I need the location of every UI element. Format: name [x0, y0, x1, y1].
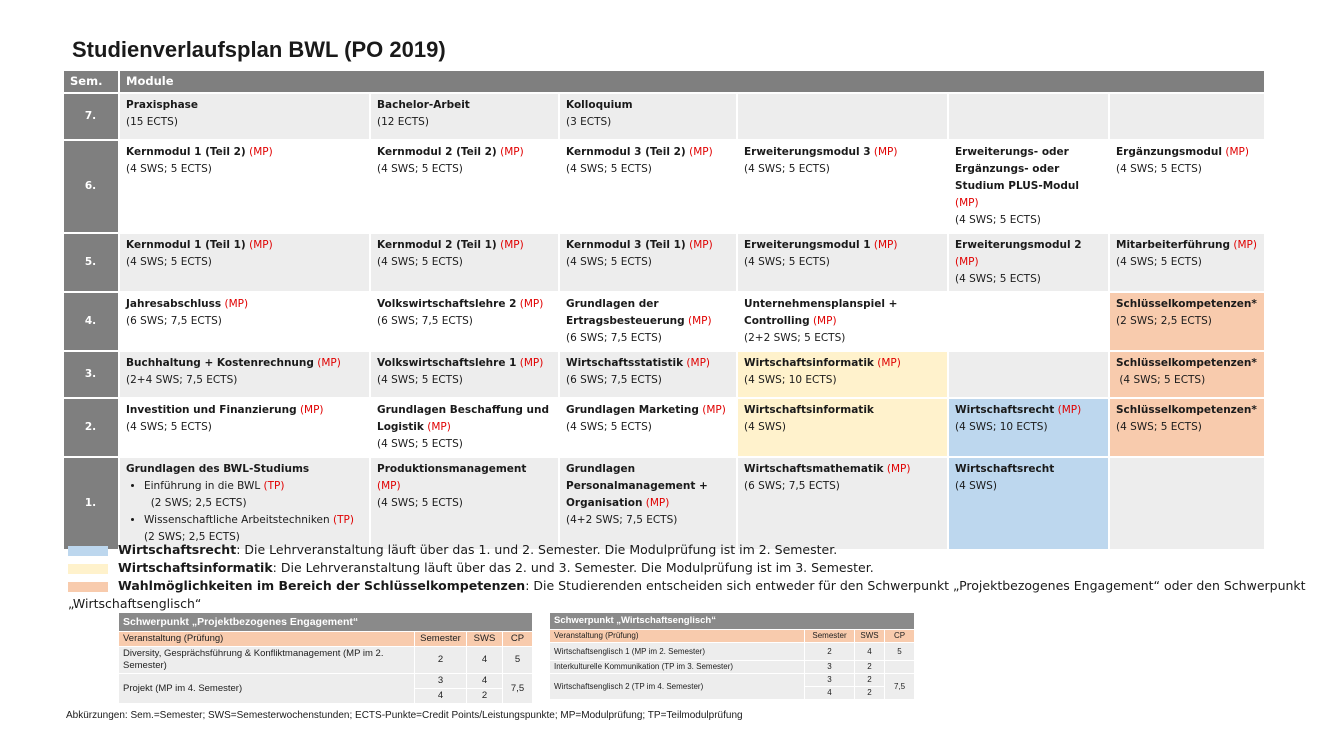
course-name: Diversity, Gesprächsführung & Konfliktmanagement (MP im 2. Semester): [119, 647, 415, 674]
module-detail: (12 ECTS): [377, 116, 429, 128]
module-detail: (4 SWS; 5 ECTS): [1116, 374, 1206, 386]
module-name: Grundlagen Marketing: [566, 404, 699, 416]
module-cell: [559, 93, 737, 140]
module-name: Kernmodul 3 (Teil 2): [566, 146, 686, 158]
module-name: Kernmodul 2 (Teil 2): [377, 146, 497, 158]
module-name: Mitarbeiterführung: [1116, 239, 1231, 251]
sws-cell: 2: [467, 689, 503, 704]
module-name: Produktionsmanagement: [377, 463, 527, 475]
semester-cell: 3: [415, 674, 467, 689]
submodule-list: [126, 478, 362, 546]
semester-row-7: [63, 93, 1265, 140]
module-cell: [1109, 351, 1265, 398]
semester-row-6: [63, 140, 1265, 233]
cp-cell: [885, 661, 915, 674]
exam-tag: (TP): [263, 480, 285, 492]
module-detail: (4 SWS; 5 ECTS): [955, 214, 1041, 226]
module-cell: [1109, 292, 1265, 351]
exam-tag: (MP): [427, 421, 451, 433]
semester-label: 4.: [63, 292, 119, 351]
module-name: Erweiterungsmodul 3: [744, 146, 871, 158]
cp-cell: 5: [885, 643, 915, 661]
exam-tag: (MP): [500, 239, 524, 251]
module-detail: (4 SWS; 5 ECTS): [744, 256, 830, 268]
course-name: Wirtschaftsenglisch 1 (MP im 2. Semester): [550, 643, 805, 661]
module-name: Wirtschaftsrecht: [955, 404, 1055, 416]
page-title: Studienverlaufsplan BWL (PO 2019): [72, 37, 446, 62]
module-detail: (2+4 SWS; 7,5 ECTS): [126, 374, 238, 386]
module-cell: [119, 398, 370, 457]
cp-cell: 7,5: [885, 674, 915, 700]
module-cell: [119, 233, 370, 292]
module-detail: (4 SWS; 5 ECTS): [377, 374, 463, 386]
module-cell: [370, 457, 559, 550]
exam-tag: (MP): [689, 239, 713, 251]
module-detail: (4 SWS; 10 ECTS): [744, 374, 837, 386]
module-detail: (3 ECTS): [566, 116, 612, 128]
module-name: Volkswirtschaftslehre 1: [377, 357, 517, 369]
module-cell: [370, 398, 559, 457]
focus-title-row: [550, 613, 915, 630]
submodule-name: Einführung in die BWL: [144, 480, 261, 492]
module-detail: (4 SWS; 5 ECTS): [1116, 256, 1202, 268]
sws-cell: 4: [467, 647, 503, 674]
exam-tag: (MP): [702, 404, 726, 416]
exam-tag: (MP): [249, 239, 273, 251]
semester-row-2: [63, 398, 1265, 457]
module-name: Wirtschaftsmathematik: [744, 463, 884, 475]
module-name: Erweiterungs- oder Ergänzungs- oder Studium PLUS-Modul: [955, 146, 1079, 192]
module-name: Schlüsselkompetenzen*: [1116, 357, 1257, 369]
legend-swatch: [68, 564, 108, 574]
module-cell: [737, 351, 948, 398]
sws-cell: 2: [855, 674, 885, 687]
module-detail: (4 SWS; 10 ECTS): [955, 421, 1048, 433]
semester-label: 5.: [63, 233, 119, 292]
exam-tag: (MP): [1057, 404, 1082, 416]
module-detail: (4 SWS; 5 ECTS): [566, 256, 652, 268]
legend-swatch: [68, 582, 108, 592]
module-detail: (15 ECTS): [126, 116, 178, 128]
empty-cell: [948, 292, 1109, 351]
module-name: Ergänzungsmodul: [1116, 146, 1222, 158]
exam-tag: (MP): [812, 315, 837, 327]
module-cell: [119, 140, 370, 233]
module-name: Kernmodul 2 (Teil 1): [377, 239, 497, 251]
module-detail: (4 SWS; 5 ECTS): [377, 497, 463, 509]
module-cell: [119, 457, 370, 550]
module-name: Praxisphase: [126, 99, 199, 111]
module-cell: [737, 398, 948, 457]
semester-cell: 3: [805, 674, 855, 687]
module-header: Module: [119, 70, 1265, 93]
module-cell: [370, 292, 559, 351]
semester-cell: 4: [805, 687, 855, 700]
table-row: [550, 674, 915, 687]
exam-tag: (MP): [500, 146, 524, 158]
module-detail: (4 SWS; 5 ECTS): [955, 273, 1041, 285]
empty-cell: [737, 93, 948, 140]
sws-cell: 4: [467, 674, 503, 689]
module-cell: [948, 233, 1109, 292]
table-row: [119, 647, 533, 674]
exam-tag: (MP): [377, 480, 401, 492]
module-detail: (4 SWS; 5 ECTS): [744, 163, 830, 175]
focus-table-englisch: [549, 612, 915, 700]
empty-cell: [948, 93, 1109, 140]
module-name: Jahresabschluss: [126, 298, 222, 310]
table-header-row: [63, 70, 1265, 93]
exam-tag: (MP): [886, 463, 911, 475]
focus-table-engagement: [118, 612, 533, 704]
module-cell: [119, 292, 370, 351]
module-cell: [1109, 140, 1265, 233]
study-plan-table: [62, 69, 1266, 551]
module-cell: [737, 140, 948, 233]
semester-label: 6.: [63, 140, 119, 233]
module-name: Erweiterungsmodul 2: [955, 239, 1082, 251]
exam-tag: (MP): [224, 298, 249, 310]
module-cell: [1109, 233, 1265, 292]
semester-cell: 3: [805, 661, 855, 674]
exam-tag: (MP): [299, 404, 324, 416]
cp-cell: 5: [503, 647, 533, 674]
legend-swatch: [68, 546, 108, 556]
module-detail: (4 SWS; 5 ECTS): [377, 438, 463, 450]
focus-title: Schwerpunkt „Wirtschaftsenglisch“: [550, 613, 915, 630]
semester-cell: 2: [805, 643, 855, 661]
course-name: Wirtschaftsenglisch 2 (TP im 4. Semester): [550, 674, 805, 700]
module-detail: (4 SWS; 5 ECTS): [126, 256, 212, 268]
exam-tag: (MP): [519, 357, 544, 369]
semester-label: 1.: [63, 457, 119, 550]
module-cell: [559, 398, 737, 457]
module-name: Wirtschaftsinformatik: [744, 357, 874, 369]
module-name: Investition und Finanzierung: [126, 404, 297, 416]
exam-tag: (MP): [955, 197, 979, 209]
module-name: Kernmodul 1 (Teil 2): [126, 146, 246, 158]
cp-cell: 7,5: [503, 674, 533, 704]
module-cell: [370, 351, 559, 398]
module-detail: (4+2 SWS; 7,5 ECTS): [566, 514, 678, 526]
module-cell: [119, 93, 370, 140]
col-header: SWS: [467, 632, 503, 647]
legend-term: Wirtschaftsrecht: [118, 542, 237, 557]
legend-text: : Die Lehrveranstaltung läuft über das 1. und 2. Semester. Die Modulprüfung ist im 2. Semester.: [236, 542, 838, 557]
semester-cell: 4: [415, 689, 467, 704]
module-detail: (2+2 SWS; 5 ECTS): [744, 332, 846, 344]
module-name: Bachelor-Arbeit: [377, 99, 470, 111]
module-name: Wirtschaftsinformatik: [744, 404, 874, 416]
exam-tag: (MP): [688, 315, 712, 327]
semester-cell: 2: [415, 647, 467, 674]
module-detail: (6 SWS; 7,5 ECTS): [566, 374, 662, 386]
exam-tag: (MP): [519, 298, 544, 310]
table-row: [550, 661, 915, 674]
module-detail: (4 SWS): [955, 480, 997, 492]
module-name: Buchhaltung + Kostenrechnung: [126, 357, 314, 369]
module-cell: [737, 292, 948, 351]
exam-tag: (MP): [317, 357, 341, 369]
legend-text: : Die Lehrveranstaltung läuft über das 2. und 3. Semester. Die Modulprüfung ist im 3. Semester.: [272, 560, 874, 575]
module-name: Kernmodul 3 (Teil 1): [566, 239, 686, 251]
module-name: Erweiterungsmodul 1: [744, 239, 871, 251]
exam-tag: (MP): [873, 146, 898, 158]
module-cell: [370, 233, 559, 292]
module-detail: (4 SWS; 5 ECTS): [1116, 421, 1202, 433]
module-detail: (6 SWS; 7,5 ECTS): [744, 480, 840, 492]
legend-item-wirtschaftsrecht: [68, 541, 837, 559]
module-detail: (4 SWS; 5 ECTS): [377, 256, 463, 268]
course-name: Interkulturelle Kommunikation (TP im 3. Semester): [550, 661, 805, 674]
semester-label: 2.: [63, 398, 119, 457]
exam-tag: (MP): [955, 256, 979, 268]
module-detail: (4 SWS; 5 ECTS): [1116, 163, 1202, 175]
module-cell: [559, 140, 737, 233]
module-cell: [948, 398, 1109, 457]
submodule-detail: (2 SWS; 2,5 ECTS): [144, 531, 240, 543]
col-header: Semester: [805, 630, 855, 643]
semester-label: 7.: [63, 93, 119, 140]
exam-tag: (TP): [333, 514, 354, 526]
module-name: Grundlagen Beschaffung und Logistik: [377, 404, 549, 433]
module-detail: (4 SWS): [744, 421, 786, 433]
legend-term: Wirtschaftsinformatik: [118, 560, 273, 575]
sws-cell: 2: [855, 661, 885, 674]
module-detail: (2 SWS; 2,5 ECTS): [1116, 315, 1212, 327]
module-name: Unternehmensplanspiel + Controlling: [744, 298, 898, 327]
col-header: CP: [503, 632, 533, 647]
module-cell: [737, 457, 948, 550]
module-cell: [559, 457, 737, 550]
module-cell: [559, 233, 737, 292]
submodule-name: Wissenschaftliche Arbeitstechniken: [144, 514, 330, 526]
module-detail: (4 SWS; 5 ECTS): [566, 163, 652, 175]
module-cell: [948, 457, 1109, 550]
module-name: Wirtschaftsrecht: [955, 463, 1055, 475]
module-name: Kernmodul 1 (Teil 1): [126, 239, 246, 251]
empty-cell: [1109, 93, 1265, 140]
module-detail: (4 SWS; 5 ECTS): [377, 163, 463, 175]
legend-text: : Die Studierenden entscheiden sich entweder für den Schwerpunkt „Projektbezogenes Engagement“ oder den Schwerpunkt „Wirtschaftsenglisch“: [68, 578, 1306, 611]
module-cell: [737, 233, 948, 292]
col-header: SWS: [855, 630, 885, 643]
exam-tag: (MP): [249, 146, 273, 158]
sem-header: Sem.: [63, 70, 119, 93]
table-row: [550, 643, 915, 661]
semester-row-5: [63, 233, 1265, 292]
exam-tag: (MP): [1225, 146, 1249, 158]
module-detail: (4 SWS; 5 ECTS): [566, 421, 652, 433]
module-cell: [1109, 398, 1265, 457]
module-cell: [370, 93, 559, 140]
sws-cell: 4: [855, 643, 885, 661]
empty-cell: [1109, 457, 1265, 550]
module-detail: (6 SWS; 7,5 ECTS): [566, 332, 662, 344]
legend-item-schluesselkompetenzen: [68, 577, 1340, 613]
module-name: Kolloquium: [566, 99, 633, 111]
table-row: [119, 674, 533, 689]
module-name: Grundlagen Personalmanagement + Organisation: [566, 463, 708, 509]
module-detail: (6 SWS; 7,5 ECTS): [377, 315, 473, 327]
module-name: Volkswirtschaftslehre 2: [377, 298, 517, 310]
empty-cell: [948, 351, 1109, 398]
submodule-detail: (2 SWS; 2,5 ECTS): [150, 497, 247, 509]
focus-header-row: [550, 630, 915, 643]
course-name: Projekt (MP im 4. Semester): [119, 674, 415, 704]
exam-tag: (MP): [877, 357, 901, 369]
module-cell: [559, 292, 737, 351]
semester-row-1: [63, 457, 1265, 550]
col-header: Veranstaltung (Prüfung): [119, 632, 415, 647]
module-cell: [559, 351, 737, 398]
module-cell: [370, 140, 559, 233]
legend-term: Wahlmöglichkeiten im Bereich der Schlüsselkompetenzen: [118, 578, 526, 593]
module-name: Grundlagen der Ertragsbesteuerung: [566, 298, 685, 327]
module-name: Schlüsselkompetenzen*: [1116, 404, 1257, 416]
focus-title: Schwerpunkt „Projektbezogenes Engagement“: [119, 613, 533, 632]
module-name: Grundlagen des BWL-Studiums: [126, 463, 310, 475]
module-detail: (4 SWS; 5 ECTS): [126, 163, 212, 175]
module-name: Wirtschaftsstatistik: [566, 357, 684, 369]
exam-tag: (MP): [645, 497, 670, 509]
col-header: Semester: [415, 632, 467, 647]
module-name: Schlüsselkompetenzen*: [1116, 298, 1257, 310]
exam-tag: (MP): [686, 357, 711, 369]
abbreviations-note: Abkürzungen: Sem.=Semester; SWS=Semesterwochenstunden; ECTS-Punkte=Credit Points/Leistungspunkte; MP=Modulprüfung; TP=Teilmodulprüfung: [66, 710, 743, 721]
sws-cell: 2: [855, 687, 885, 700]
col-header: CP: [885, 630, 915, 643]
exam-tag: (MP): [689, 146, 713, 158]
focus-header-row: [119, 632, 533, 647]
focus-title-row: [119, 613, 533, 632]
col-header: Veranstaltung (Prüfung): [550, 630, 805, 643]
module-cell: [948, 140, 1109, 233]
exam-tag: (MP): [1233, 239, 1257, 251]
module-detail: (6 SWS; 7,5 ECTS): [126, 315, 222, 327]
semester-row-4: [63, 292, 1265, 351]
legend-item-wirtschaftsinformatik: [68, 559, 874, 577]
list-item: [144, 478, 362, 512]
module-detail: (4 SWS; 5 ECTS): [126, 421, 212, 433]
semester-label: 3.: [63, 351, 119, 398]
exam-tag: (MP): [873, 239, 898, 251]
module-cell: [119, 351, 370, 398]
semester-row-3: [63, 351, 1265, 398]
